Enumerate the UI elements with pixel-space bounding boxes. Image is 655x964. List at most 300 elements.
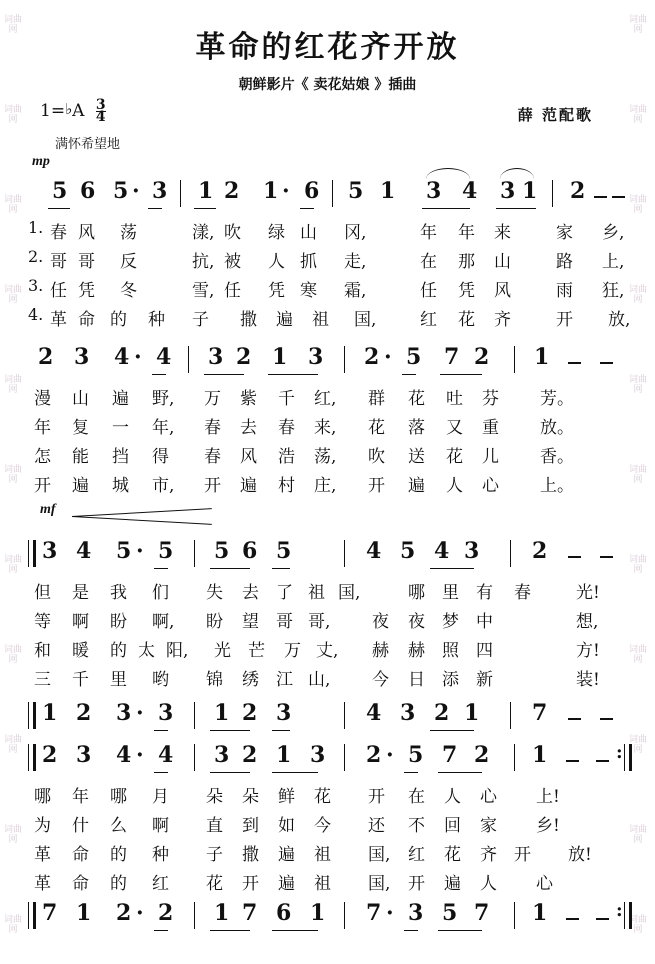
sustain-dash (594, 196, 607, 198)
lyric-syllable: 绣 (242, 670, 259, 690)
lyric-syllable: 哥 (276, 612, 293, 632)
note: 2 (570, 178, 586, 204)
beam (154, 568, 168, 569)
lyric-syllable: 啊, (152, 612, 175, 632)
barline (344, 702, 345, 729)
watermark: 词曲网 (628, 644, 647, 664)
note: 1 (76, 900, 92, 926)
note: 5 (408, 742, 424, 768)
lyric-syllable: 花 (368, 418, 385, 438)
lyric-syllable: 什 (72, 816, 89, 836)
beam (210, 772, 250, 773)
dot: · (136, 538, 144, 564)
lyric-syllable: 吐 (446, 389, 463, 409)
beam (194, 208, 216, 209)
lyric-syllable: 盼 (110, 612, 127, 632)
lyric-syllable: 村 (278, 476, 295, 496)
lyric-syllable: 光! (576, 583, 600, 603)
lyric-syllable: 祖 (312, 310, 329, 330)
note: 3 (152, 178, 168, 204)
watermark: 词曲网 (3, 914, 22, 934)
barline (510, 540, 511, 567)
beam (272, 730, 290, 731)
lyric-syllable: 群 (368, 389, 385, 409)
lyric-syllable: 照 (442, 641, 459, 661)
lyric-syllable: 开 (34, 476, 51, 496)
lyric-syllable: 芒 (248, 641, 265, 661)
lyric-syllable: 江 (276, 670, 293, 690)
lyric-syllable: 遍 (72, 476, 89, 496)
lyric-line (28, 578, 628, 607)
note: 7 (366, 900, 382, 926)
lyric-syllable: 中 (476, 612, 493, 632)
lyric-syllable: 路 (556, 252, 573, 272)
lyric-syllable: 山 (494, 252, 511, 272)
note: 5 (400, 538, 416, 564)
lyric-syllable: 失 (206, 583, 223, 603)
composer-credit: 薛 范配歌 (517, 106, 593, 124)
lyric-syllable: 齐 (480, 845, 497, 865)
lyric-syllable: 赫 (372, 641, 389, 661)
lyric-syllable: 芬 (482, 389, 499, 409)
lyric-syllable: 里 (442, 583, 459, 603)
lyric-syllable: 哪 (34, 787, 51, 807)
lyric-syllable: 齐 (494, 310, 511, 330)
key-signature (40, 97, 106, 125)
lyric-syllable: 漫 (34, 389, 51, 409)
lyric-syllable: 种 (152, 845, 169, 865)
lyric-syllable: 浩 (278, 447, 295, 467)
note: 3 (276, 700, 292, 726)
lyric-syllable: 望 (242, 612, 259, 632)
lyric-syllable: 暖 (72, 641, 89, 661)
lyric-syllable: 啊 (72, 612, 89, 632)
lyric-syllable: 今 (314, 816, 331, 836)
lyric-line (28, 840, 628, 869)
sustain-dash (612, 196, 625, 198)
lyric-syllable: 回 (444, 816, 461, 836)
note: 6 (304, 178, 320, 204)
note: 3 (76, 742, 92, 768)
lyric-syllable: 来 (494, 223, 511, 243)
lyric-syllable: 人 (480, 874, 497, 894)
watermark: 词曲网 (628, 14, 647, 34)
dynamic-mp: mp (32, 154, 50, 169)
beam (402, 374, 416, 375)
lyric-syllable: 狂, (602, 281, 625, 301)
lyric-syllable: 阳, (166, 641, 189, 661)
lyric-syllable: 荡 (120, 223, 137, 243)
lyric-syllable: 得 (152, 447, 169, 467)
time-signature-numerator: 3 (95, 97, 106, 113)
note: 3 (464, 538, 480, 564)
lyric-syllable: 复 (72, 418, 89, 438)
lyric-syllable: 去 (240, 418, 257, 438)
note: 5 (214, 538, 230, 564)
note: 7 (474, 900, 490, 926)
lyric-syllable: 任 (224, 281, 241, 301)
note-row (28, 900, 628, 934)
lyric-syllable: 命 (72, 845, 89, 865)
lyric-syllable: 人 (444, 787, 461, 807)
lyric-syllable: 国, (368, 845, 391, 865)
note: 1 (532, 742, 548, 768)
note: 7 (444, 344, 460, 370)
note: 2 (116, 900, 132, 926)
dynamic-mf: mf (40, 502, 56, 517)
lyric-line (28, 607, 628, 636)
lyric-syllable: 万 (204, 389, 221, 409)
lyric-syllable: 芳。 (540, 389, 574, 409)
lyric-syllable: 夜 (408, 612, 425, 632)
note: 3 (208, 344, 224, 370)
lyric-syllable: 太 (138, 641, 155, 661)
note: 2 (364, 344, 380, 370)
lyric-syllable: 人 (268, 252, 285, 272)
lyric-syllable: 种 (148, 310, 165, 330)
lyric-syllable: 春 (514, 583, 531, 603)
sustain-dash (568, 556, 581, 558)
lyric-syllable: 新 (476, 670, 493, 690)
lyric-syllable: 开 (514, 845, 531, 865)
watermark: 词曲网 (3, 554, 22, 574)
lyric-syllable: 上, (602, 252, 625, 272)
crescendo-hairpin (72, 508, 212, 524)
lyric-syllable: 们 (152, 583, 169, 603)
lyric-line (28, 413, 628, 442)
lyric-syllable: 如 (278, 816, 295, 836)
sustain-dash (566, 760, 579, 762)
barline (180, 180, 181, 207)
slur (426, 168, 470, 179)
lyric-syllable: 千 (278, 389, 295, 409)
lyric-syllable: 年 (34, 418, 51, 438)
sustain-dash (600, 556, 613, 558)
note: 1 (522, 178, 538, 204)
system-5 (28, 742, 628, 898)
note: 7 (42, 900, 58, 926)
lyric-syllable: 凭 (458, 281, 475, 301)
note: 5 (52, 178, 68, 204)
lyric-syllable: 心 (480, 787, 497, 807)
watermark: 词曲网 (3, 374, 22, 394)
barline (194, 744, 195, 771)
watermark: 词曲网 (3, 284, 22, 304)
lyric-syllable: 添 (442, 670, 459, 690)
lyric-syllable: 遍 (240, 476, 257, 496)
beam (154, 930, 168, 931)
sustain-dash (568, 362, 581, 364)
note: 1 (464, 700, 480, 726)
note: 5 (116, 538, 132, 564)
barline (194, 702, 195, 729)
note: 3 (42, 538, 58, 564)
note: 6 (276, 900, 292, 926)
lyric-syllable: 遍 (112, 389, 129, 409)
barline (344, 346, 345, 373)
lyric-syllable: 撒 (242, 845, 259, 865)
note: 5 (348, 178, 364, 204)
note: 2 (366, 742, 382, 768)
lyric-syllable: 上! (536, 787, 560, 807)
note: 4 (158, 742, 174, 768)
system-4 (28, 700, 628, 734)
lyric-syllable: 春 (204, 418, 221, 438)
lyric-syllable: 哥 (78, 252, 95, 272)
lyric-syllable: 红 (152, 874, 169, 894)
lyric-syllable: 丈, (316, 641, 339, 661)
lyric-syllable: 能 (72, 447, 89, 467)
lyric-syllable: 千 (72, 670, 89, 690)
lyric-syllable: 人 (446, 476, 463, 496)
lyric-syllable: 装! (576, 670, 600, 690)
watermark: 词曲网 (3, 824, 22, 844)
lyric-syllable: 里 (110, 670, 127, 690)
lyric-syllable: 和 (34, 641, 51, 661)
lyric-syllable: 革 (34, 874, 51, 894)
lyric-syllable: 遍 (276, 310, 293, 330)
note: 2 (242, 742, 258, 768)
lyric-syllable: 花 (446, 447, 463, 467)
lyric-line (28, 782, 628, 811)
note: 1 (263, 178, 279, 204)
system-2 (28, 344, 628, 500)
lyric-syllable: 哥, (308, 612, 331, 632)
dot: · (134, 344, 142, 370)
lyric-syllable: 来, (314, 418, 337, 438)
lyric-syllable: 冈, (344, 223, 367, 243)
lyric-syllable: 年, (152, 418, 175, 438)
lyric-syllable: 革 (34, 845, 51, 865)
lyric-syllable: 任 (420, 281, 437, 301)
lyric-syllable: 开 (368, 787, 385, 807)
lyric-syllable: 风 (78, 223, 95, 243)
note: 3 (400, 700, 416, 726)
lyric-syllable: 哥 (50, 252, 67, 272)
lyric-syllable: 心 (536, 874, 553, 894)
lyric-syllable: 儿 (482, 447, 499, 467)
lyric-syllable: 哪 (408, 583, 425, 603)
lyric-syllable: 撒 (240, 310, 257, 330)
verse-number: 2. (28, 247, 44, 266)
lyric-syllable: 还 (368, 816, 385, 836)
lyric-syllable: 红, (314, 389, 337, 409)
beam (154, 730, 168, 731)
beam (438, 772, 482, 773)
note: 4 (366, 538, 382, 564)
lyric-syllable: 一 (112, 418, 129, 438)
lyric-syllable: 命 (78, 310, 95, 330)
lyric-syllable: 放! (568, 845, 592, 865)
lyric-syllable: 革 (50, 310, 67, 330)
barline (194, 902, 195, 929)
lyric-line (28, 471, 628, 500)
lyric-line (28, 811, 628, 840)
barline (514, 902, 515, 929)
note: 2 (236, 344, 252, 370)
note-row (28, 538, 628, 572)
note: 1 (532, 900, 548, 926)
barline (344, 902, 345, 929)
lyric-syllable: 落 (408, 418, 425, 438)
song-title: 革命的红花齐开放 (195, 30, 460, 65)
dot: · (384, 344, 392, 370)
lyric-syllable: 遍 (408, 476, 425, 496)
note: 2 (532, 538, 548, 564)
watermark: 词曲网 (3, 734, 22, 754)
verse-number: 3. (28, 276, 44, 295)
verse-number: 4. (28, 305, 44, 324)
note: 2 (474, 742, 490, 768)
lyric-syllable: 山, (308, 670, 331, 690)
lyric-syllable: 命 (72, 874, 89, 894)
lyric-syllable: 紫 (240, 389, 257, 409)
lyric-syllable: 的 (110, 845, 127, 865)
note: 2 (434, 700, 450, 726)
beam (154, 772, 168, 773)
lyric-syllable: 春 (204, 447, 221, 467)
note: 6 (80, 178, 96, 204)
note: 3 (408, 900, 424, 926)
lyric-syllable: 今 (372, 670, 389, 690)
note: 4 (156, 344, 172, 370)
note: 4 (116, 742, 132, 768)
song-subtitle: 朝鲜影片《 卖花姑娘 》插曲 (238, 77, 417, 93)
time-signature-denominator: 4 (95, 109, 106, 125)
lyric-syllable: 啊 (152, 816, 169, 836)
barline (188, 346, 189, 373)
beam (152, 374, 166, 375)
note: 1 (214, 900, 230, 926)
lyric-syllable: 上。 (540, 476, 574, 496)
dot: · (136, 700, 144, 726)
lyric-syllable: 乡! (536, 816, 560, 836)
lyric-syllable: 了 (276, 583, 293, 603)
lyric-syllable: 祖 (314, 845, 331, 865)
lyric-syllable: 任 (50, 281, 67, 301)
note: 3 (310, 742, 326, 768)
note: 3 (308, 344, 324, 370)
lyric-syllable: 重 (482, 418, 499, 438)
expression-marking: 满怀希望地 (55, 137, 121, 152)
watermark: 词曲网 (628, 824, 647, 844)
note-row (28, 700, 628, 734)
lyric-syllable: 荡, (314, 447, 337, 467)
lyric-syllable: 方! (576, 641, 600, 661)
beam (272, 568, 290, 569)
lyric-syllable: 吹 (224, 223, 241, 243)
lyric-syllable: 遍 (278, 845, 295, 865)
lyric-syllable: 山 (300, 223, 317, 243)
lyric-syllable: 光 (214, 641, 231, 661)
note: 6 (242, 538, 258, 564)
lyric-line (28, 442, 628, 471)
lyric-syllable: 梦 (442, 612, 459, 632)
barline (344, 744, 345, 771)
note: 2 (76, 700, 92, 726)
beam (300, 208, 314, 209)
watermark-column-left (0, 0, 30, 964)
lyric-syllable: 风 (240, 447, 257, 467)
watermark-column-right (625, 0, 655, 964)
watermark: 词曲网 (628, 374, 647, 394)
watermark: 词曲网 (628, 464, 647, 484)
lyric-syllable: 日 (408, 670, 425, 690)
lyric-syllable: 花 (408, 389, 425, 409)
lyric-syllable: 风 (494, 281, 511, 301)
lyric-syllable: 雨 (556, 281, 573, 301)
lyric-syllable: 红 (408, 845, 425, 865)
lyric-syllable: 在 (420, 252, 437, 272)
watermark: 词曲网 (628, 104, 647, 124)
barline (344, 540, 345, 567)
lyric-line (28, 665, 628, 694)
lyric-syllable: 野, (152, 389, 175, 409)
system-3 (28, 538, 628, 694)
lyric-syllable: 遍 (278, 874, 295, 894)
lyric-syllable: 花 (314, 787, 331, 807)
note: 2 (158, 900, 174, 926)
lyric-syllable: 花 (206, 874, 223, 894)
note: 5 (113, 178, 129, 204)
lyric-syllable: 开 (408, 874, 425, 894)
beam (404, 772, 418, 773)
lyric-syllable: 送 (408, 447, 425, 467)
lyric-syllable: 有 (476, 583, 493, 603)
lyric-syllable: 在 (408, 787, 425, 807)
lyric-syllable: 乡, (602, 223, 625, 243)
note: 2 (42, 742, 58, 768)
beam (496, 208, 536, 209)
flat-icon: ♭ (65, 100, 73, 118)
lyric-syllable: 是 (72, 583, 89, 603)
note: 7 (442, 742, 458, 768)
repeat-colon: : (616, 742, 623, 763)
lyric-syllable: 心 (482, 476, 499, 496)
watermark: 词曲网 (3, 644, 22, 664)
lyric-syllable: 遍 (444, 874, 461, 894)
barline (194, 540, 195, 567)
note: 2 (242, 700, 258, 726)
note: 1 (272, 344, 288, 370)
lyric-syllable: 月 (152, 787, 169, 807)
note: 5 (406, 344, 422, 370)
watermark: 词曲网 (628, 284, 647, 304)
lyric-syllable: 被 (224, 252, 241, 272)
lyric-syllable: 么 (110, 816, 127, 836)
lyric-syllable: 怎 (34, 447, 51, 467)
note: 4 (114, 344, 130, 370)
lyric-syllable: 年 (458, 223, 475, 243)
beam (404, 930, 418, 931)
watermark: 词曲网 (3, 194, 22, 214)
sustain-dash (596, 918, 609, 920)
lyric-syllable: 哪 (110, 787, 127, 807)
note: 4 (366, 700, 382, 726)
lyric-line (28, 276, 628, 305)
beam (272, 772, 318, 773)
note: 1 (42, 700, 58, 726)
note: 1 (198, 178, 214, 204)
lyric-syllable: 又 (446, 418, 463, 438)
note: 5 (276, 538, 292, 564)
note: 3 (214, 742, 230, 768)
slur (500, 168, 534, 179)
lyric-syllable: 雪, (192, 281, 215, 301)
note-row (28, 742, 628, 776)
barline (332, 180, 333, 207)
beam (440, 374, 482, 375)
